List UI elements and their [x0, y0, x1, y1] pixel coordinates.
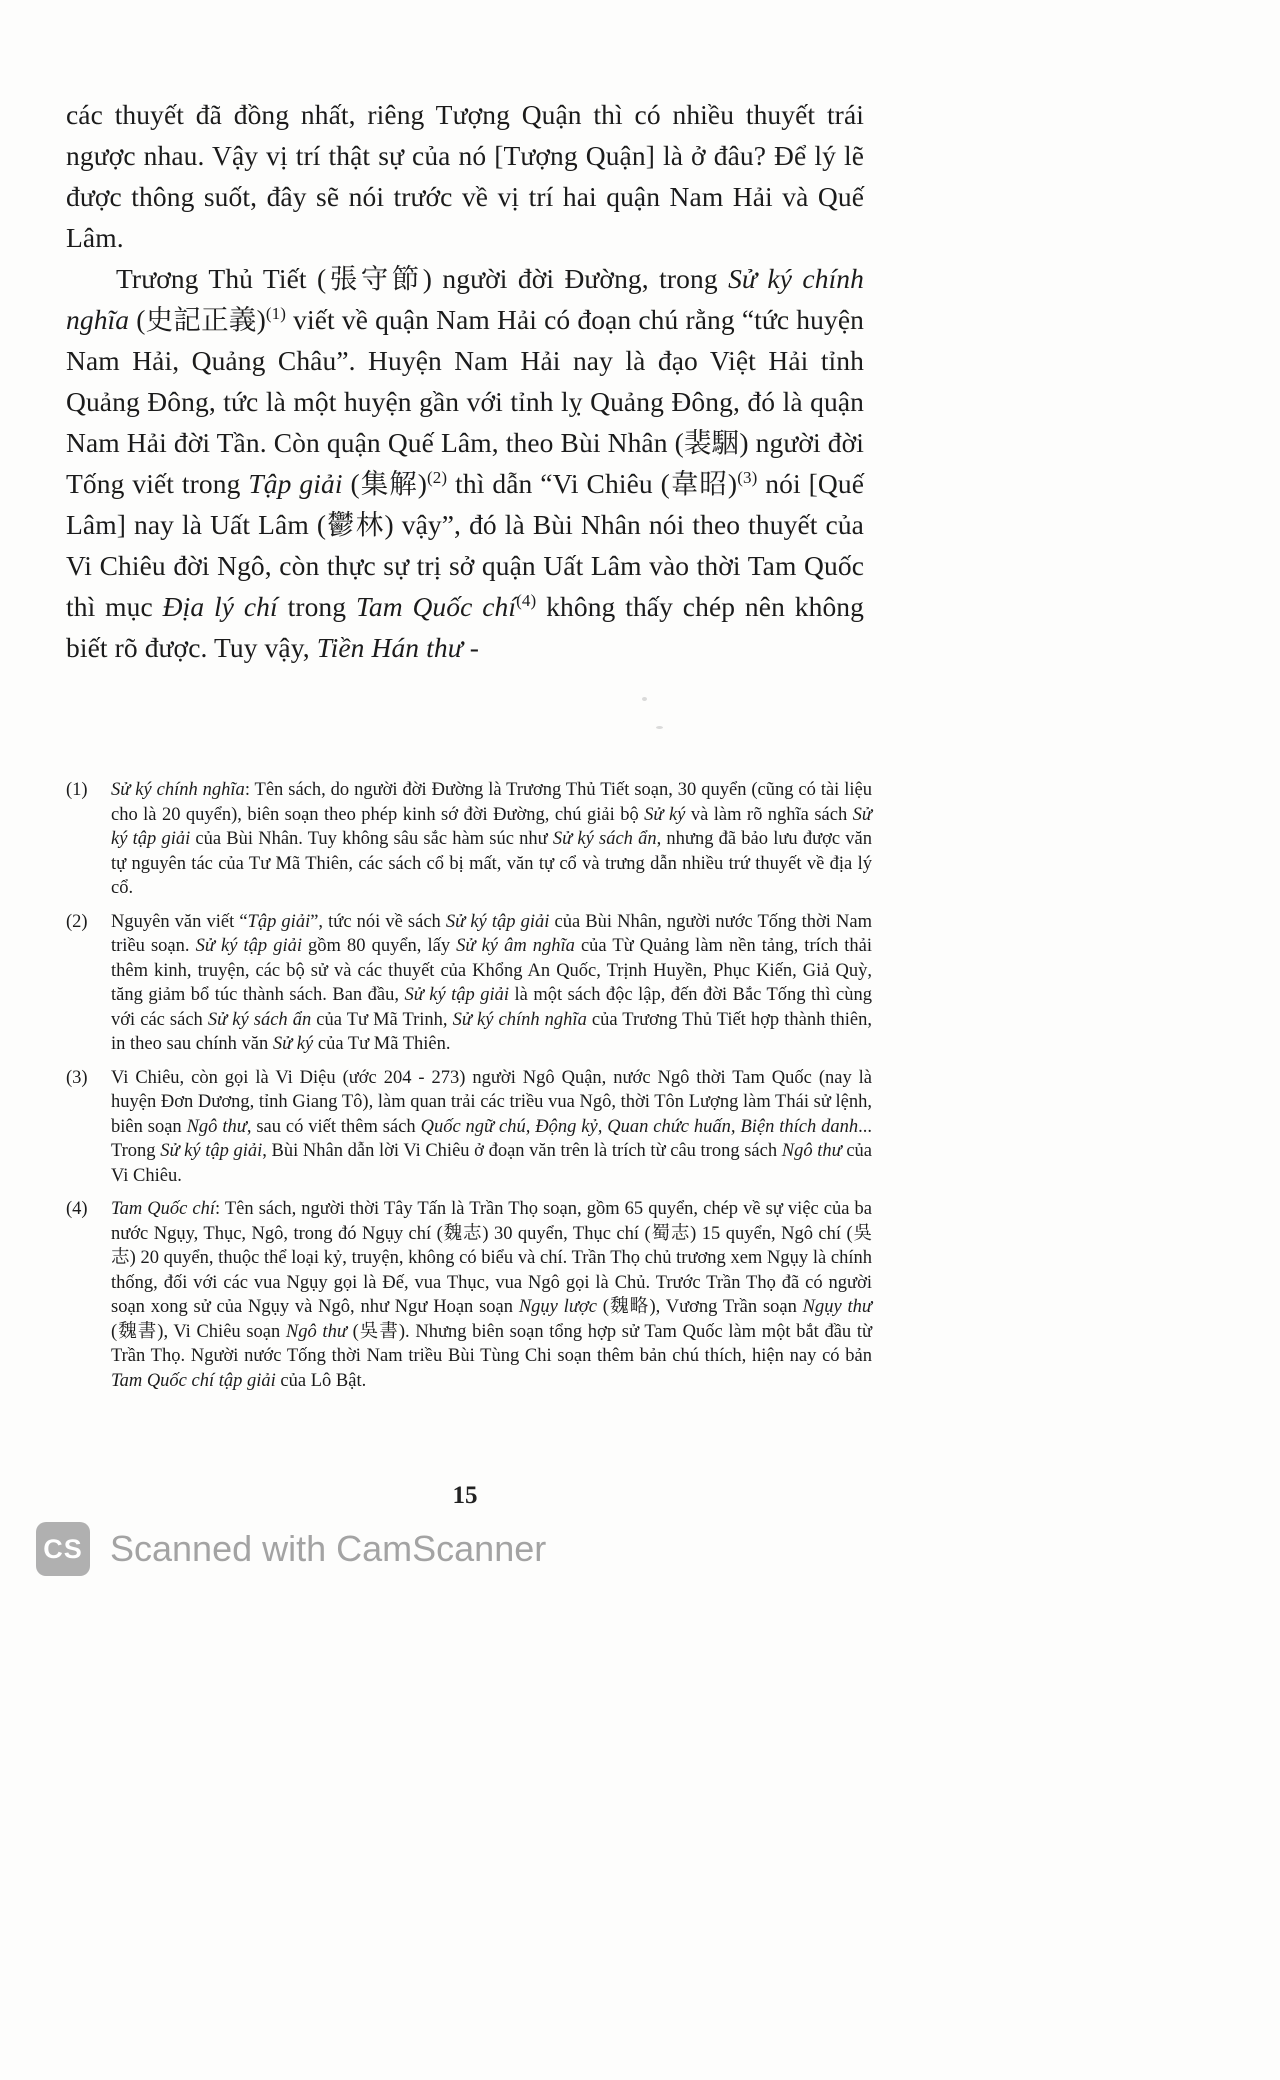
- watermark-text: Scanned with CamScanner: [110, 1528, 547, 1569]
- book-title: Sử ký: [644, 804, 686, 825]
- book-title: Sử ký tập giải: [160, 1141, 263, 1161]
- text-run: trong: [277, 591, 356, 622]
- paragraph: [66, 94, 864, 258]
- text-run: của Vi Chiêu.: [111, 1141, 872, 1186]
- text-run: của Tư Mã Thiên.: [313, 1034, 451, 1054]
- book-title: Tiền Hán thư: [316, 632, 463, 663]
- text-run: ... Trong: [111, 1116, 873, 1161]
- text-run: của Từ Quảng làm nền tảng, trích thải thêm kinh, truyện, các bộ sử và các thuyết của Khổng An Quốc, Trịnh Huyền, Phục Kiến, Giả Quỳ, tăng giảm bổ túc thành sách. Ban đầu,: [111, 936, 873, 1005]
- text-run: là một sách độc lập, đến đời Bắc Tống thì cùng với các sách: [111, 985, 872, 1030]
- book-title: Sử ký tập giải: [195, 936, 302, 956]
- text-run: , sau có viết thêm sách: [246, 1116, 421, 1137]
- book-title: Tam Quốc chí: [111, 1199, 216, 1219]
- text-run: (魏書), Vi Chiêu soạn: [111, 1321, 286, 1342]
- text-run: không thấy chép nên không biết rõ được. Tuy vậy,: [66, 591, 864, 663]
- footnote-item: [66, 910, 872, 1057]
- book-title: Ngô thư: [186, 1116, 247, 1137]
- camscanner-watermark: [36, 1522, 546, 1576]
- paragraph: [66, 258, 864, 668]
- text-run: , Bùi Nhân dẫn lời Vi Chiêu ở đoạn văn trên là trích từ câu trong sách: [262, 1141, 782, 1161]
- text-run: (集解): [342, 468, 428, 499]
- footnote-ref: (3): [737, 467, 758, 487]
- book-title: Sử ký tập giải: [404, 985, 510, 1005]
- text-run: Trương Thủ Tiết (張守節) người đời Đường, trong: [116, 263, 729, 294]
- footnote-item: [66, 1066, 872, 1189]
- text-run: các thuyết đã đồng nhất, riêng Tượng Quận thì có nhiều thuyết trái ngược nhau. Vậy vị trí thật sự của nó [Tượng Quận] là ở đâu? Để lý lẽ được thông suốt, đây sẽ nói trước về vị trí hai quận Nam Hải và Quế Lâm.: [66, 99, 864, 253]
- footnote-text: [111, 778, 872, 901]
- book-title: Ngô thư: [781, 1141, 842, 1161]
- footnote-text: [111, 910, 872, 1057]
- text-run: Nguyên văn viết “: [111, 911, 248, 932]
- footnote-number: (1): [66, 780, 88, 800]
- footnote-number: (4): [66, 1199, 88, 1219]
- text-run: của Trương Thủ Tiết hợp thành thiên, in theo sau chính văn: [111, 1009, 872, 1054]
- book-title: Quốc ngữ chú, Động kỷ, Quan chức huấn, Biện thích danh: [420, 1116, 859, 1137]
- footnote-number: (3): [66, 1067, 88, 1088]
- footnote-ref: (4): [516, 590, 537, 610]
- book-title: Tam Quốc chí: [355, 591, 517, 622]
- book-title: Sử ký chính nghĩa: [111, 780, 245, 800]
- book-title: Sử ký: [272, 1034, 314, 1054]
- text-run: , nhưng đã bảo lưu được văn tự nguyên tác của Tư Mã Thiên, các sách cổ bị mất, văn tự cổ và trưng dẫn nhiều trứ thuyết về địa lý cổ.: [111, 829, 872, 898]
- book-title: Sử ký chính nghĩa: [452, 1009, 587, 1030]
- text-run: gồm 80 quyển, lấy: [301, 936, 457, 956]
- book-title: Ngụy lược: [518, 1297, 597, 1317]
- text-run: của Bùi Nhân. Tuy không sâu sắc hàm súc như: [190, 829, 553, 849]
- text-run: của Tư Mã Trinh,: [311, 1009, 453, 1030]
- text-run: thì dẫn “Vi Chiêu (韋昭): [447, 468, 738, 499]
- page-number: 15: [452, 1482, 478, 1509]
- text-run: (吳書). Nhưng biên soạn tổng hợp sử Tam Quốc làm một bắt đầu từ Trần Thọ. Người nước Tống thời Nam triều Bùi Tùng Chi soạn thêm bản chú thích, hiện nay có bản: [111, 1321, 873, 1366]
- footnote-item: [66, 1197, 872, 1393]
- book-title: Sử ký âm nghĩa: [456, 936, 575, 956]
- body-text: [66, 94, 864, 668]
- footnote-text: [111, 1066, 872, 1189]
- footnote-ref: (1): [265, 303, 287, 323]
- scan-artifact: [642, 697, 647, 701]
- text-run: ”, tức nói về sách: [310, 911, 446, 932]
- book-title: Sử ký tập giải: [445, 911, 550, 932]
- book-title: Ngụy thư: [802, 1297, 873, 1317]
- camscanner-logo-icon: CS: [36, 1522, 90, 1576]
- book-title: Tập giải: [248, 468, 343, 499]
- book-title: Sử ký chính nghĩa: [66, 263, 865, 335]
- footnote-item: [66, 778, 872, 901]
- book-title: Tam Quốc chí tập giải: [111, 1370, 276, 1391]
- text-run: (史記正義): [129, 304, 266, 335]
- text-run: : Tên sách, người thời Tây Tấn là Trần Thọ soạn, gồm 65 quyển, chép về sự việc của ba nước Ngụy, Thục, Ngô, trong đó Ngụy chí (魏志) 30 quyển, Thục chí (蜀志) 15 quyển, Ngô chí (吳志) 20 quyển, thuộc thể loại kỷ, truyện, không có biểu và chí. Trần Thọ chủ trương xem Ngụy là chính thống, đối với các vua Ngụy gọi là Đế, vua Thục, vua Ngô gọi là Chủ. Trước Trần Thọ đã có người soạn xong sử của Ngụy và Ngô, như Ngư Hoạn soạn: [111, 1199, 872, 1317]
- text-run: : Tên sách, do người đời Đường là Trương Thủ Tiết soạn, 30 quyển (cũng có tài liệu cho là 20 quyển), biên soạn theo phép kinh sớ đời Đường, chú giải bộ: [111, 780, 872, 825]
- text-run: (魏略), Vương Trần soạn: [597, 1297, 803, 1317]
- scan-artifact: [656, 726, 663, 729]
- text-run: nói [Quế Lâm] nay là Uất Lâm (鬱林) vậy”, đó là Bùi Nhân nói theo thuyết của Vi Chiêu đời Ngô, còn thực sự trị sở quận Uất Lâm vào thời Tam Quốc thì mục: [66, 468, 864, 622]
- book-title: Ngô thư: [285, 1321, 347, 1342]
- book-title: Sử ký sách ẩn: [207, 1009, 312, 1030]
- text-run: -: [462, 632, 480, 663]
- footnote-ref: (2): [427, 467, 448, 487]
- book-title: Sử ký tập giải: [111, 804, 872, 849]
- footnote-text: [111, 1197, 872, 1393]
- text-run: của Bùi Nhân, người nước Tống thời Nam triều soạn.: [111, 911, 872, 956]
- footnote-number: (2): [66, 911, 88, 932]
- text-run: của Lô Bật.: [275, 1370, 367, 1391]
- book-title: Địa lý chí: [162, 591, 278, 622]
- footnotes: [66, 778, 872, 1402]
- book-title: Sử ký sách ẩn: [552, 829, 657, 849]
- text-run: và làm rõ nghĩa sách: [685, 804, 853, 825]
- text-run: viết về quận Nam Hải có đoạn chú rằng “tức huyện Nam Hải, Quảng Châu”. Huyện Nam Hải nay là đạo Việt Hải tỉnh Quảng Đông, tức là một huyện gần với tỉnh lỵ Quảng Đông, đó là quận Nam Hải đời Tần. Còn quận Quế Lâm, theo Bùi Nhân (裴駰) người đời Tống viết trong: [66, 304, 865, 499]
- book-title: Tập giải: [247, 911, 311, 932]
- text-run: Vi Chiêu, còn gọi là Vi Diệu (ước 204 - 273) người Ngô Quận, nước Ngô thời Tam Quốc (nay là huyện Đơn Dương, tỉnh Giang Tô), làm quan trải các triều vua Ngô, thời Tôn Lượng làm Thái sử lệnh, biên soạn: [111, 1067, 872, 1137]
